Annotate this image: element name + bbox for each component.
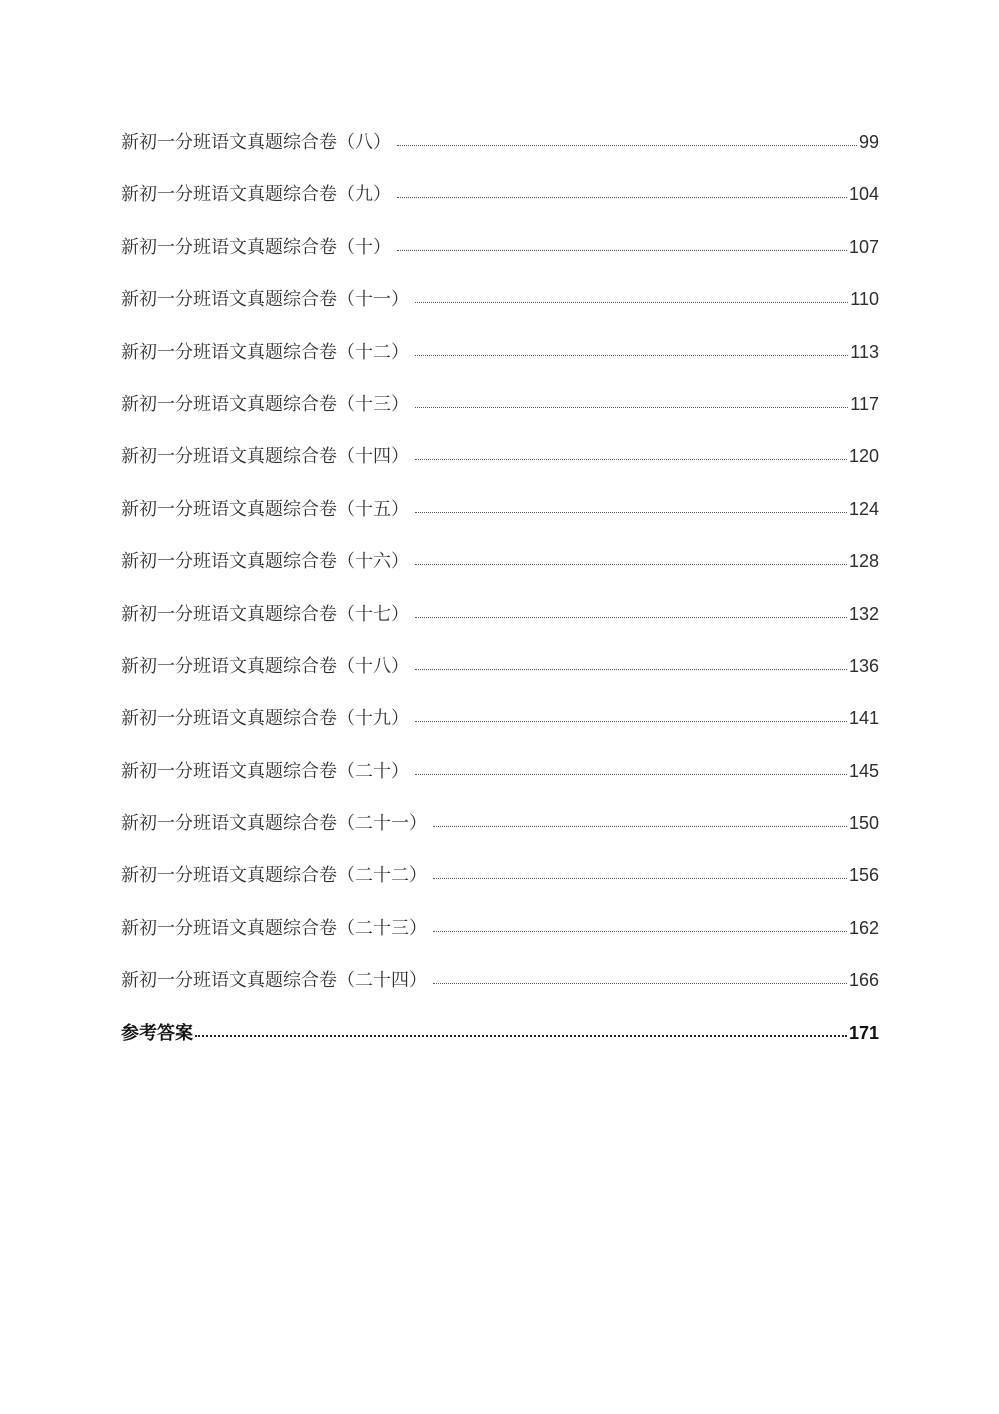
toc-entry[interactable] <box>121 547 879 599</box>
toc-entry[interactable] <box>121 233 879 285</box>
toc-entry[interactable] <box>121 914 879 966</box>
toc-entry-title: 新初一分班语文真题综合卷（二十二） <box>121 865 427 887</box>
toc-entry[interactable] <box>121 285 879 337</box>
toc-dot-leader <box>415 302 848 303</box>
toc-page-number: 104 <box>848 184 879 205</box>
toc-dot-leader <box>415 407 848 408</box>
toc-entry-title: 新初一分班语文真题综合卷（十四） <box>121 446 409 468</box>
toc-page-number: 107 <box>848 236 879 257</box>
toc-page-number: 124 <box>848 498 879 519</box>
toc-entry-title: 新初一分班语文真题综合卷（九） <box>121 184 391 206</box>
toc-dot-leader <box>415 669 847 670</box>
toc-dot-leader <box>415 355 848 356</box>
toc-entry-title: 参考答案 <box>121 1022 193 1044</box>
toc-entry-title: 新初一分班语文真题综合卷（十） <box>121 236 391 258</box>
toc-dot-leader <box>415 721 847 722</box>
toc-entry[interactable] <box>121 704 879 756</box>
toc-dot-leader <box>415 459 847 460</box>
toc-entry[interactable] <box>121 390 879 442</box>
toc-dot-leader <box>415 512 847 513</box>
toc-entry-title: 新初一分班语文真题综合卷（十三） <box>121 393 409 415</box>
toc-entry-title: 新初一分班语文真题综合卷（二十三） <box>121 917 427 939</box>
toc-dot-leader <box>195 1035 847 1037</box>
toc-entry[interactable] <box>121 809 879 861</box>
toc-dot-leader <box>433 878 847 879</box>
toc-entry-title: 新初一分班语文真题综合卷（十八） <box>121 655 409 677</box>
toc-entry-title: 新初一分班语文真题综合卷（二十一） <box>121 813 427 835</box>
toc-entry[interactable] <box>121 180 879 232</box>
toc-entry[interactable] <box>121 861 879 913</box>
toc-page-number: 150 <box>848 813 879 834</box>
toc-entry-title: 新初一分班语文真题综合卷（八） <box>121 132 391 153</box>
toc-dot-leader <box>397 197 847 198</box>
toc-entry-title: 新初一分班语文真题综合卷（十九） <box>121 708 409 730</box>
table-of-contents <box>121 128 879 1071</box>
toc-dot-leader <box>433 983 847 984</box>
toc-entry[interactable] <box>121 442 879 494</box>
toc-entry[interactable] <box>121 495 879 547</box>
toc-entry-title: 新初一分班语文真题综合卷（二十） <box>121 760 409 782</box>
toc-entry-title: 新初一分班语文真题综合卷（十二） <box>121 341 409 363</box>
toc-page-number: 136 <box>848 655 879 676</box>
toc-dot-leader <box>433 826 847 827</box>
toc-page-number: 162 <box>848 917 879 938</box>
toc-entry[interactable] <box>121 757 879 809</box>
toc-entry-title: 新初一分班语文真题综合卷（十六） <box>121 551 409 573</box>
toc-entry[interactable] <box>121 600 879 652</box>
toc-dot-leader <box>397 250 847 251</box>
toc-entry-title: 新初一分班语文真题综合卷（十一） <box>121 289 409 311</box>
toc-entry[interactable] <box>121 966 879 1018</box>
toc-page-number: 120 <box>848 446 879 467</box>
toc-page-number: 145 <box>848 760 879 781</box>
toc-page-number: 99 <box>858 132 879 152</box>
toc-dot-leader <box>397 145 857 146</box>
toc-dot-leader <box>433 931 847 932</box>
toc-entry[interactable] <box>121 338 879 390</box>
toc-entry-title: 新初一分班语文真题综合卷（二十四） <box>121 970 427 992</box>
toc-entry-answers[interactable] <box>121 1019 879 1071</box>
toc-dot-leader <box>415 564 847 565</box>
toc-dot-leader <box>415 774 847 775</box>
toc-entry-title: 新初一分班语文真题综合卷（十七） <box>121 603 409 625</box>
toc-entry-title: 新初一分班语文真题综合卷（十五） <box>121 498 409 520</box>
toc-entry[interactable] <box>121 128 879 180</box>
toc-page-number: 156 <box>848 865 879 886</box>
toc-page-number: 132 <box>848 603 879 624</box>
toc-page-number: 128 <box>848 551 879 572</box>
toc-page-number: 141 <box>848 708 879 729</box>
toc-page-number: 117 <box>850 393 879 414</box>
toc-page-number: 171 <box>848 1022 879 1043</box>
toc-page-number: 166 <box>848 970 879 991</box>
toc-page-number: 110 <box>850 289 879 310</box>
toc-dot-leader <box>415 617 847 618</box>
toc-entry[interactable] <box>121 652 879 704</box>
toc-page-number: 113 <box>850 341 879 362</box>
